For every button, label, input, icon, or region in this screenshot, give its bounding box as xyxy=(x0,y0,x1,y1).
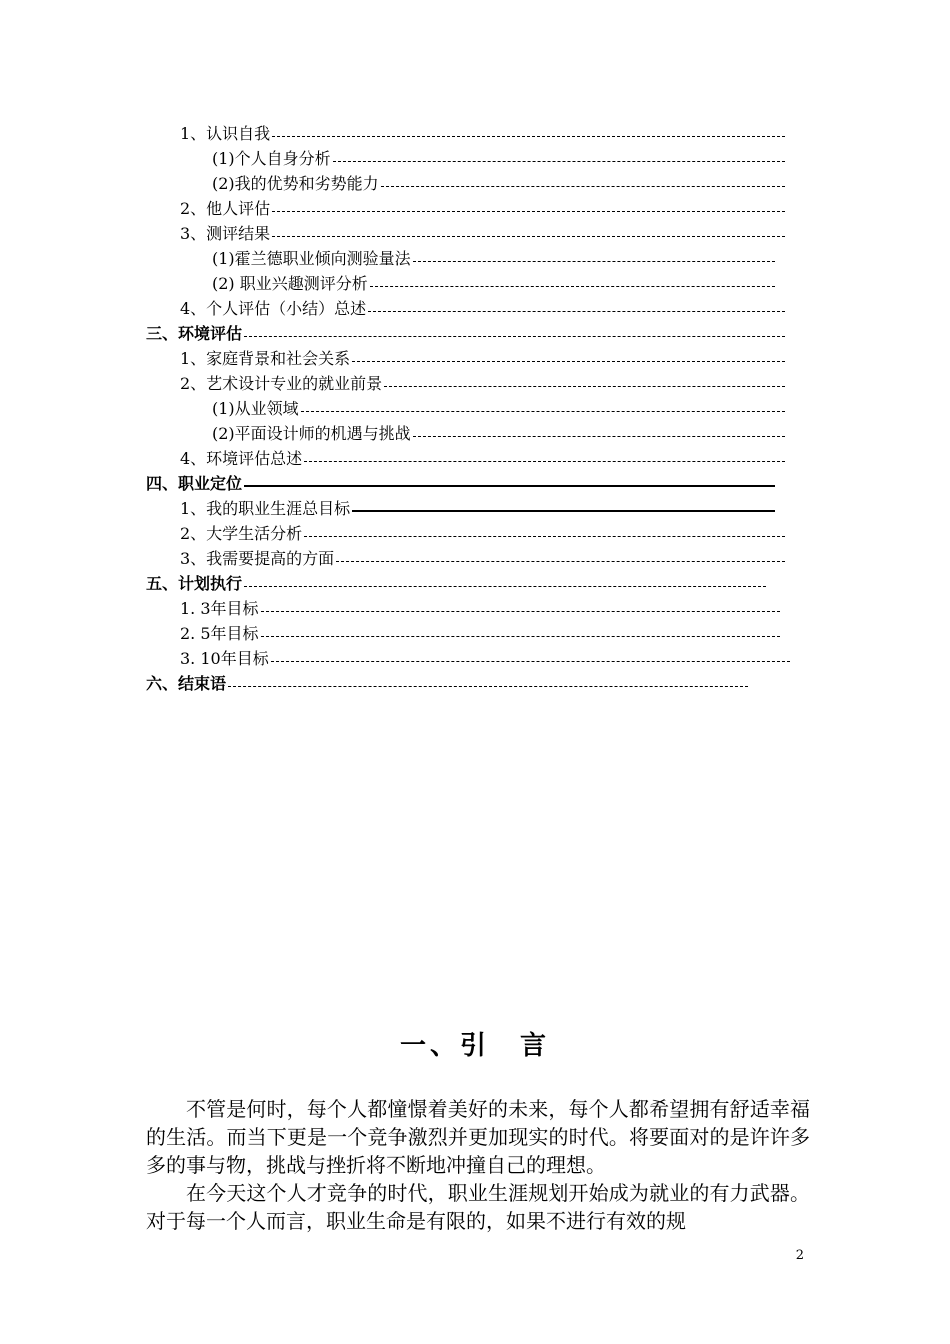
toc-section-entry[interactable] xyxy=(146,572,766,596)
toc-entry[interactable] xyxy=(212,272,775,296)
toc-leader xyxy=(272,136,785,137)
toc-section-label: 六、结束语 xyxy=(146,674,227,693)
toc-entry-label: (2)平面设计师的机遇与挑战 xyxy=(212,424,411,443)
toc-leader xyxy=(413,261,775,262)
toc-entry-label: 2、他人评估 xyxy=(180,199,271,218)
paragraph: 不管是何时，每个人都憧憬着美好的未来，每个人都希望拥有舒适幸福的生活。而当下更是一个竞争激烈并更加现实的时代。将要面对的是许许多多的事与物，挑战与挫折将不断地冲撞自己的理想。 xyxy=(146,1097,810,1177)
toc-section-entry[interactable] xyxy=(146,672,748,696)
toc-leader xyxy=(381,186,785,187)
chapter-title: 一、引 言 xyxy=(399,1031,550,1061)
toc-entry-label: 1、家庭背景和社会关系 xyxy=(180,349,351,368)
toc-entry-label: 3、我需要提高的方面 xyxy=(180,549,335,568)
toc-leader xyxy=(244,485,775,487)
toc-entry-label: 4、个人评估（小结）总述 xyxy=(180,299,367,318)
toc-section-label: 五、计划执行 xyxy=(146,574,243,593)
toc-leader xyxy=(301,411,785,412)
page-number: 2 xyxy=(795,1248,804,1263)
toc-leader xyxy=(228,686,748,687)
toc-entry-label: 1、认识自我 xyxy=(180,124,271,143)
toc-leader xyxy=(352,510,775,512)
toc-leader xyxy=(244,586,766,587)
toc-leader xyxy=(261,636,780,637)
toc-entry-label: (1)霍兰德职业倾向测验量法 xyxy=(212,249,411,268)
toc-entry-label: (2)我的优势和劣势能力 xyxy=(212,174,379,193)
paragraph: 在今天这个人才竞争的时代，职业生涯规划开始成为就业的有力武器。对于每一个人而言，职业生命是有限的，如果不进行有效的规 xyxy=(146,1181,810,1233)
toc-entry[interactable] xyxy=(180,222,785,246)
toc-entry-label: 2. 5年目标 xyxy=(180,624,259,643)
toc-entry[interactable] xyxy=(180,347,785,371)
chapter-body xyxy=(146,1095,810,1235)
toc-entry[interactable] xyxy=(180,372,785,396)
toc-section-entry[interactable] xyxy=(146,472,775,496)
toc-leader xyxy=(261,611,780,612)
toc-entry[interactable] xyxy=(180,497,775,521)
toc-entry[interactable] xyxy=(180,447,785,471)
toc-section-label: 三、环境评估 xyxy=(146,324,243,343)
toc-entry[interactable] xyxy=(180,122,785,146)
toc-leader xyxy=(244,336,785,337)
toc-leader xyxy=(271,661,790,662)
toc-entry-label: (1)从业领域 xyxy=(212,399,299,418)
toc-entry-label: 1. 3年目标 xyxy=(180,599,259,618)
toc-section-entry[interactable] xyxy=(146,322,785,346)
toc-entry[interactable] xyxy=(212,422,785,446)
toc-entry[interactable] xyxy=(180,297,785,321)
toc-entry[interactable] xyxy=(180,547,785,571)
toc-entry-label: 3. 10年目标 xyxy=(180,649,269,668)
toc-leader xyxy=(336,561,785,562)
toc-leader xyxy=(352,361,785,362)
toc-entry-label: 2、大学生活分析 xyxy=(180,524,303,543)
toc-entry[interactable] xyxy=(212,147,785,171)
toc-leader xyxy=(333,161,785,162)
toc-entry[interactable] xyxy=(180,197,785,221)
toc-leader xyxy=(272,211,785,212)
toc-leader xyxy=(413,436,785,437)
toc-section-label: 四、职业定位 xyxy=(146,474,243,493)
toc-entry[interactable] xyxy=(212,247,775,271)
toc-entry[interactable] xyxy=(180,597,780,621)
toc-entry[interactable] xyxy=(212,397,785,421)
toc-entry[interactable] xyxy=(212,172,785,196)
toc-entry-label: 2、艺术设计专业的就业前景 xyxy=(180,374,383,393)
toc-entry-label: (1)个人自身分析 xyxy=(212,149,331,168)
toc-leader xyxy=(370,286,775,287)
toc-entry-label: (2) 职业兴趣测评分析 xyxy=(212,274,368,293)
toc-entry[interactable] xyxy=(180,522,785,546)
toc-entry[interactable] xyxy=(180,622,780,646)
toc-entry-label: 1、我的职业生涯总目标 xyxy=(180,499,351,518)
toc-leader xyxy=(272,236,785,237)
toc-leader xyxy=(304,461,785,462)
toc-entry-label: 4、环境评估总述 xyxy=(180,449,303,468)
toc-leader xyxy=(368,311,785,312)
toc-entry[interactable] xyxy=(180,647,790,671)
toc-leader xyxy=(384,386,785,387)
toc-entry-label: 3、测评结果 xyxy=(180,224,271,243)
toc-leader xyxy=(304,536,785,537)
